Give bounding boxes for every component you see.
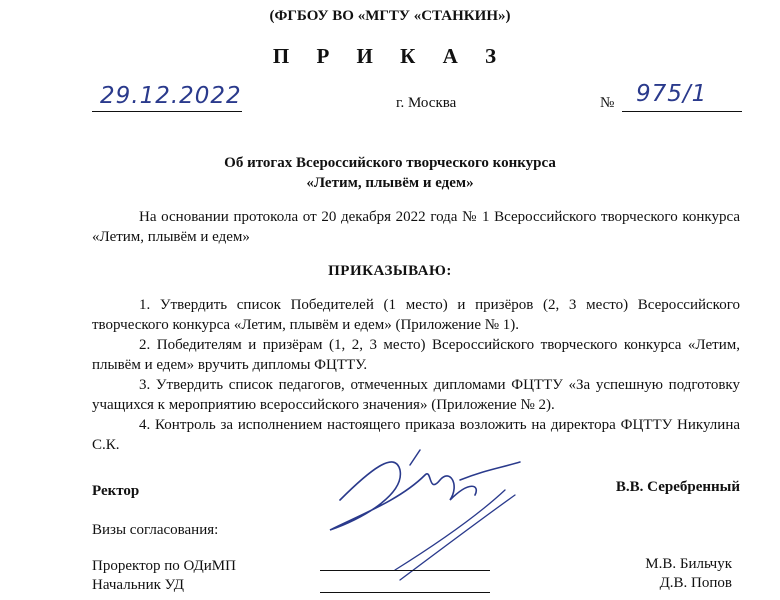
date-underline [92,111,242,112]
signature-icon [300,440,550,590]
order-item-1: 1. Утвердить список Победителей (1 место) и призёров (2, 3 место) Всероссийского творческого конкурса «Летим, плывём и едем» (Приложение № 1). [92,297,740,333]
intro-paragraph: На основании протокола от 20 декабря 2022 года № 1 Всероссийского творческого конкурса «Летим, плывём и едем» [92,209,740,245]
number-sign: № [600,95,615,111]
order-heading: ПРИКАЗЫВАЮ: [328,263,452,279]
subject-line-1: Об итогах Всероссийского творческого конкурса [224,155,556,171]
signoff-name: В.В. Серебренный [615,479,740,495]
document-subject [0,153,780,193]
signoff-position: Ректор [92,483,140,499]
order-item-2: 2. Победителям и призёрам (1, 2, 3 место) Всероссийского творческого конкурса «Летим, плывём и едем» вручить дипломы ФЦТТУ. [92,337,740,373]
visa-name-1: М.В. Бильчук [645,556,732,572]
document-title: П Р И К А З [272,44,508,68]
order-items [92,295,740,455]
document-date: 29.12.2022 [100,83,242,109]
visa-position-2: Начальник УД [92,577,184,593]
visas-label: Визы согласования: [92,522,219,538]
organization-name: (ФГБОУ ВО «МГТУ «СТАНКИН») [269,8,511,24]
document-number: 975/1 [636,81,708,107]
document-city: г. Москва [396,95,457,111]
visa-signature-line-1 [320,570,490,571]
order-item-3: 3. Утвердить список педагогов, отмеченных дипломами ФЦТТУ «За успешную подготовку учащихся к мероприятию всероссийского значения» (Приложение № 2). [92,377,740,413]
visa-signature-line-2 [320,592,490,593]
order-item-4: 4. Контроль за исполнением настоящего приказа возложить на директора ФЦТТУ Никулина С.К. [92,417,740,453]
number-underline [622,111,742,112]
visa-name-2: Д.В. Попов [659,575,732,591]
subject-line-2: «Летим, плывём и едем» [306,175,474,191]
visa-position-1: Проректор по ОДиМП [92,558,236,574]
